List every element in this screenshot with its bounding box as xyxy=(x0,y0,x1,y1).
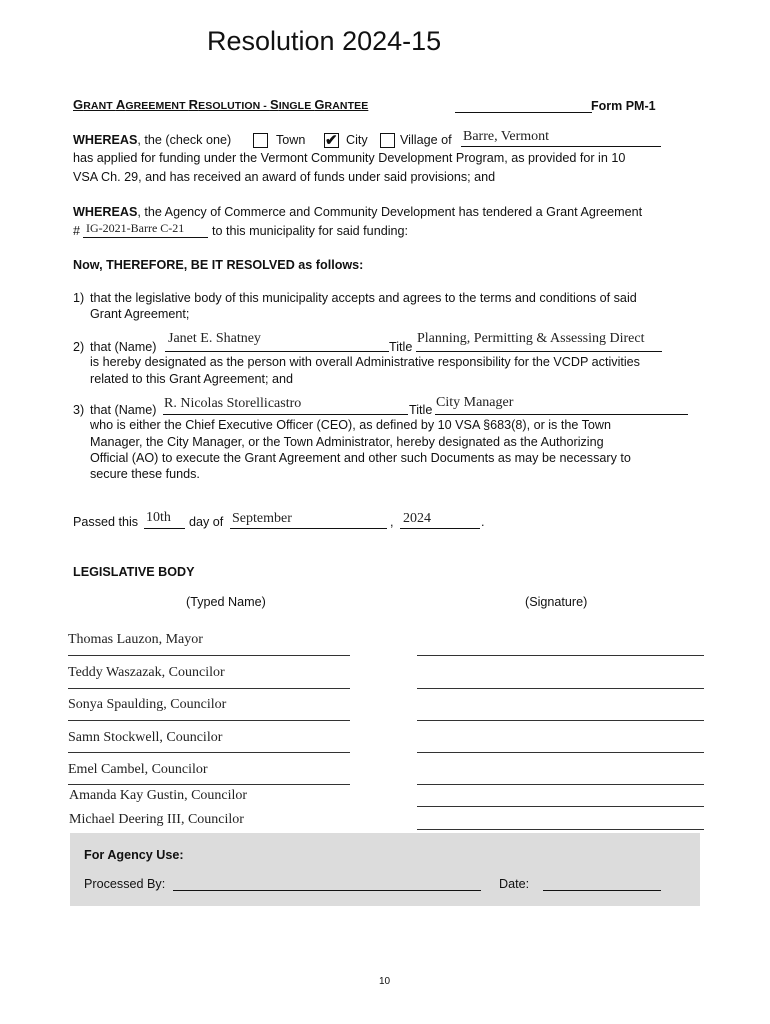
heading-text: S xyxy=(269,97,279,112)
month-field[interactable]: September xyxy=(232,511,292,526)
heading-text: INGLE xyxy=(278,100,315,112)
hash-label: # xyxy=(73,224,81,238)
day-line xyxy=(144,528,185,529)
item2-number: 2) xyxy=(73,340,85,354)
member-name: Teddy Waszazak, Councilor xyxy=(68,665,225,680)
item2-name-label: that (Name) xyxy=(90,340,157,354)
member-name: Thomas Lauzon, Mayor xyxy=(68,632,203,647)
city-label: City xyxy=(346,133,368,147)
signature-line[interactable] xyxy=(417,806,704,807)
heading-text: ESOLUTION - xyxy=(198,100,270,112)
heading-text: G xyxy=(73,97,84,112)
name-line xyxy=(68,752,350,753)
heading-text: RANT xyxy=(83,100,116,112)
village-checkbox[interactable] xyxy=(380,133,395,148)
item2-title-label: Title xyxy=(389,340,413,354)
item1-line2: Grant Agreement; xyxy=(90,307,190,321)
year-field[interactable]: 2024 xyxy=(403,511,431,526)
item2-name-line xyxy=(165,351,389,352)
comma: , xyxy=(390,515,394,529)
signature-line[interactable] xyxy=(417,784,704,785)
legislative-heading: LEGISLATIVE BODY xyxy=(73,565,195,579)
agency-use-heading: For Agency Use: xyxy=(84,848,184,862)
item3-name-field[interactable]: R. Nicolas Storellicastro xyxy=(164,396,302,411)
name-line xyxy=(68,655,350,656)
item2-title-field[interactable]: Planning, Permitting & Assessing Direct xyxy=(417,331,645,346)
item3-name-label: that (Name) xyxy=(90,403,157,417)
member-name: Michael Deering III, Councilor xyxy=(69,812,244,827)
signature-line[interactable] xyxy=(417,688,704,689)
signature-line[interactable] xyxy=(417,655,704,656)
grant-number-field[interactable]: IG-2021-Barre C-21 xyxy=(86,221,185,235)
town-checkbox[interactable] xyxy=(253,133,268,148)
whereas-lead: WHEREAS xyxy=(73,133,138,147)
heading-text: RANTEE xyxy=(324,100,369,112)
whereas2-line2: to this municipality for said funding: xyxy=(212,224,409,238)
item3-name-line xyxy=(163,414,408,415)
item3-line3: Manager, the City Manager, or the Town Administrator, hereby designated as the Authorizing xyxy=(90,435,604,449)
agency-use-box xyxy=(70,833,700,906)
item1-line1: that the legislative body of this municipality accepts and agrees to the terms and conditions of said xyxy=(90,291,637,305)
heading-text: G xyxy=(314,97,325,112)
name-line xyxy=(68,784,350,785)
processed-by-label: Processed By: xyxy=(84,877,166,891)
day-field[interactable]: 10th xyxy=(146,510,171,525)
form-heading xyxy=(73,97,368,112)
whereas-lead: WHEREAS xyxy=(73,205,138,219)
whereas1-line2: has applied for funding under the Vermont Community Development Program, as provided for in 10 xyxy=(73,151,626,165)
member-name: Emel Cambel, Councilor xyxy=(68,762,208,777)
heading-text: R xyxy=(188,97,199,112)
page-number: 10 xyxy=(379,976,391,987)
date-line[interactable] xyxy=(543,890,661,891)
item2-line2: is hereby designated as the person with overall Administrative responsibility for the VCDP activities xyxy=(90,355,640,369)
item3-line5: secure these funds. xyxy=(90,467,200,481)
item3-line2: who is either the Chief Executive Officer (CEO), as defined by 10 VSA §683(8), or is the Town xyxy=(90,418,612,432)
date-label: Date: xyxy=(499,877,530,891)
grant-number-line xyxy=(83,237,208,238)
signature-line[interactable] xyxy=(417,752,704,753)
whereas2-line1 xyxy=(73,205,642,219)
item3-title-line xyxy=(435,414,688,415)
village-label: Village of xyxy=(400,133,452,147)
item3-number: 3) xyxy=(73,403,85,417)
whereas-text: , the Agency of Commerce and Community Development has tendered a Grant Agreement xyxy=(137,205,643,219)
item3-title-field[interactable]: City Manager xyxy=(436,395,514,410)
village-field[interactable]: Barre, Vermont xyxy=(463,129,550,144)
signature-line[interactable] xyxy=(417,829,704,830)
signature-line[interactable] xyxy=(417,720,704,721)
resolved-heading: Now, THEREFORE, BE IT RESOLVED as follows: xyxy=(73,258,364,272)
member-name: Samn Stockwell, Councilor xyxy=(68,730,223,745)
period: . xyxy=(481,515,485,529)
year-line xyxy=(400,528,480,529)
item3-line4: Official (AO) to execute the Grant Agreement and other such Documents as may be necessary to xyxy=(90,451,631,465)
member-name: Sonya Spaulding, Councilor xyxy=(68,697,227,712)
whereas1-line1 xyxy=(73,133,231,147)
name-line xyxy=(68,720,350,721)
heading-underline xyxy=(455,112,592,113)
whereas1-line3: VSA Ch. 29, and has received an award of funds under said provisions; and xyxy=(73,170,496,184)
heading-text: GREEMENT xyxy=(125,100,189,112)
day-of-label: day of xyxy=(189,515,224,529)
signature-header: (Signature) xyxy=(525,595,588,609)
heading-text: A xyxy=(115,97,126,112)
typed-name-header: (Typed Name) xyxy=(186,595,266,609)
item3-title-label: Title xyxy=(409,403,433,417)
item2-title-line xyxy=(416,351,662,352)
form-number: Form PM-1 xyxy=(591,99,656,113)
passed-label: Passed this xyxy=(73,515,139,529)
item2-name-field[interactable]: Janet E. Shatney xyxy=(168,331,261,346)
page-title: Resolution 2024-15 xyxy=(207,26,442,56)
processed-by-line[interactable] xyxy=(173,890,481,891)
member-name: Amanda Kay Gustin, Councilor xyxy=(69,788,248,803)
check-icon: ✔ xyxy=(325,132,338,149)
item1-number: 1) xyxy=(73,291,85,305)
name-line xyxy=(68,688,350,689)
town-label: Town xyxy=(276,133,306,147)
item2-line3: related to this Grant Agreement; and xyxy=(90,372,294,386)
month-line xyxy=(230,528,387,529)
village-field-line xyxy=(461,146,661,147)
whereas-text: , the (check one) xyxy=(137,133,232,147)
